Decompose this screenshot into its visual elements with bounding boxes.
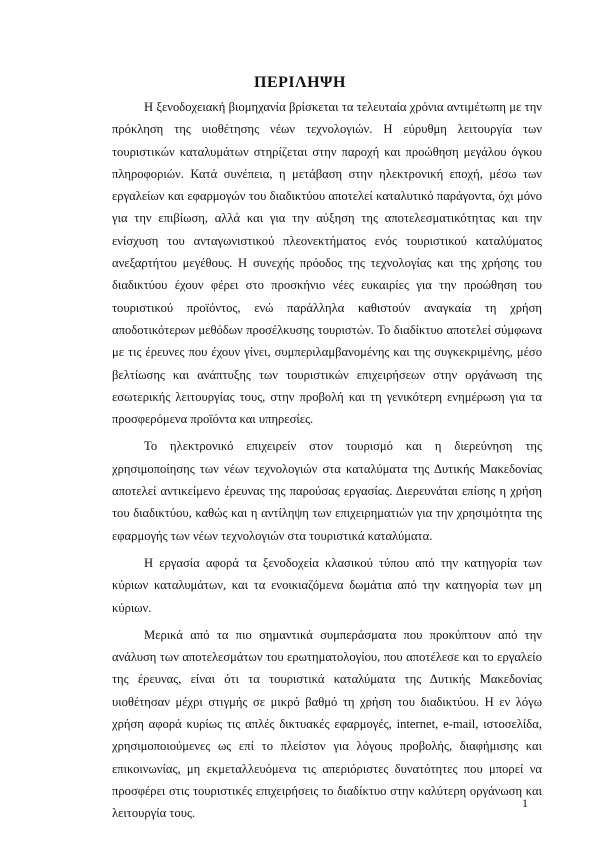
page-title: ΠΕΡΙΛΗΨΗ <box>254 74 346 91</box>
paragraph: Η εργασία αφορά τα ξενοδοχεία κλασικού τύπου από την κατηγορία των κύριων καταλυμάτων, και τα ενοικιαζόμενα δωμάτια από την κατηγορία των μη κύριων. <box>112 555 542 615</box>
paragraph: Το ηλεκτρονικό επιχειρείν στον τουρισμό και η διερεύνηση της χρησιμοποίησης των νέων τεχνολογιών στα καταλύματα της Δυτικής Μακεδονίας αποτελεί αντικείμενο έρευνας της παρούσας εργασίας. Διερευνάται επίσης η χρήση του διαδικτύου, καθώς και η αντίληψη των επιχειρηματιών για την χρησιμότητα της εφαρμογής των νέων τεχνολογιών στα τουριστικά καταλύματα. <box>112 439 542 543</box>
paragraph: Η ξενοδοχειακή βιομηχανία βρίσκεται τα τελευταία χρόνια αντιμέτωπη με την πρόκληση της υιοθέτησης νέων τεχνολογιών. Η εύρυθμη λειτουργία των τουριστικών καταλυμάτων στηρίζεται στην παροχή και προώθηση μεγάλου όγκου πληροφοριών. Κατά συνέπεια, η μετάβαση στην ηλεκτρονική εποχή, μέσω των εργαλείων και εφαρμογών του διαδικτύου αποτελεί καταλυτικό παράγοντα, όχι μόνο για την επιβίωση, αλλά και για την αύξηση της αποτελεσματικότητας και την ενίσχυση του ανταγωνιστικού πλεονεκτήματος ενός τουριστικού καταλύματος ανεξαρτήτου μεγέθους. Η συνεχής πρόοδος της τεχνολογίας και της χρήσης του διαδικτύου έχουν φέρει στο προσκήνιο νέες ευκαιρίες για την προώθηση του τουριστικού προϊόντος, ενώ παράλληλα καθιστούν αναγκαία τη χρήση αποδοτικότερων μεθόδων προσέλκυσης τουριστών. Το διαδίκτυο αποτελεί σύμφωνα με τις έρευνες που έχουν γίνει, συμπεριλαμβανομένης και της συγκεκριμένης, μέσο βελτίωσης και ανάπτυξης των τουριστικών επιχειρήσεων στην οργάνωση της εσωτερικής λειτουργίας τους, στην προβολή και τη γενικότερη ενημέρωση για τα προσφερόμενα προϊόντα και υπηρεσίες. <box>112 100 542 427</box>
page-number: 1 <box>522 796 528 810</box>
paragraph: Μερικά από τα πιο σημαντικά συμπεράσματα που προκύπτουν από την ανάλυση των αποτελεσμάτων του ερωτηματολογίου, που αποτέλεσε και το εργαλείο της έρευνας, είναι ότι τα τουριστικά καταλύματα της Δυτικής Μακεδονίας υιοθέτησαν μέχρι στιγμής σε μικρό βαθμό τη χρήση του διαδικτύου. Η εν λόγω χρήση αφορά κυρίως τις απλές δικτυακές εφαρμογές, internet, e-mail, ιστοσελίδα, χρησιμοποιούμενες ως επί το πλείστον για λόγους προβολής, διαφήμισης και επικοινωνίας, μη εκμεταλλευόμενα τις απεριόριστες δυνατότητες που μπορεί να προσφέρει στις τουριστικές επιχειρήσεις το διαδίκτυο στην καλύτερη οργάνωση και λειτουργία τους. <box>112 627 542 821</box>
abstract-body <box>112 96 542 830</box>
